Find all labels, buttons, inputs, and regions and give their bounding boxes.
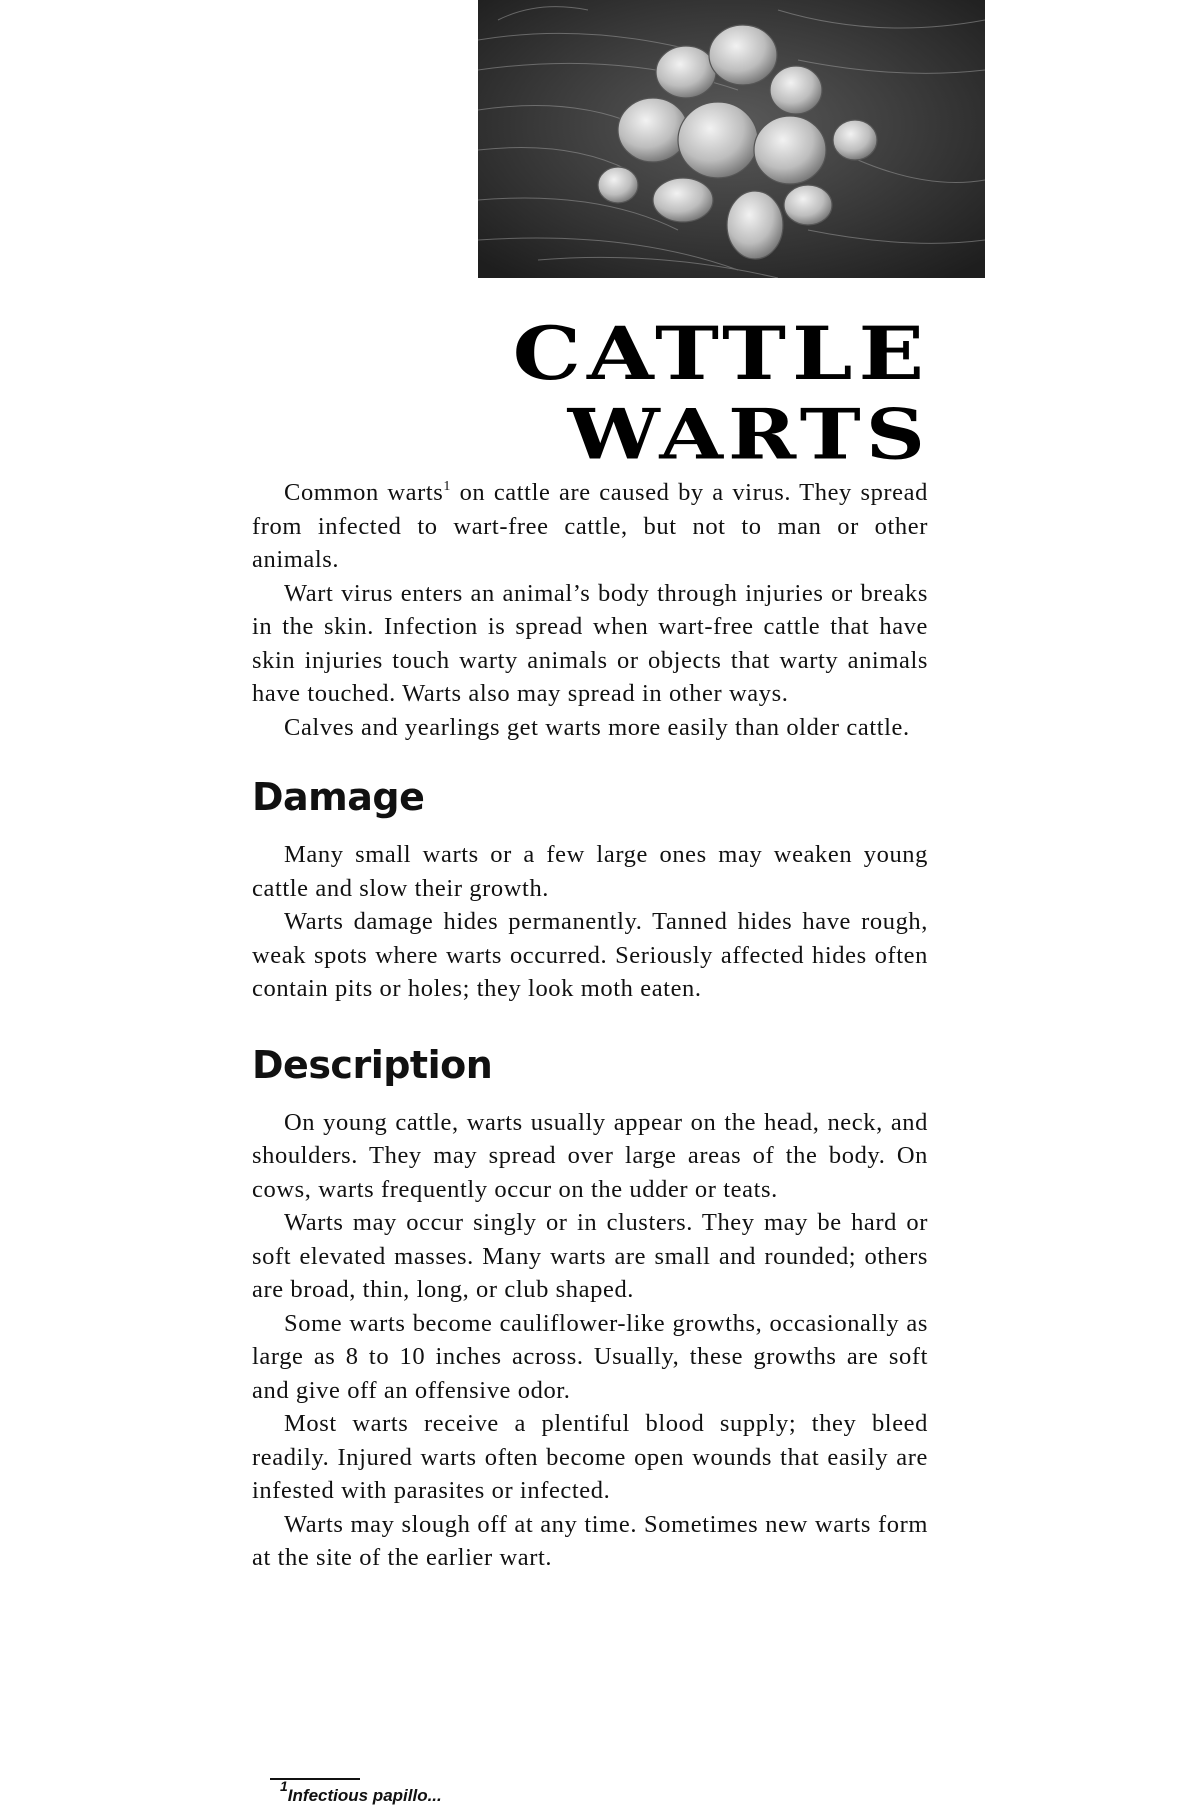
description-paragraph-1: On young cattle, warts usually appear on the head, neck, and shoulders. They may spread over large areas of the body. On cows, warts frequently occur on the udder or teats. <box>252 1108 928 1203</box>
article-body <box>252 476 928 1575</box>
intro-paragraph-1 <box>252 476 928 577</box>
damage-paragraph-2: Warts damage hides permanently. Tanned hides have rough, weak spots where warts occurred. Seriously affected hides often contain pits or holes; they look moth eaten. <box>252 908 928 1002</box>
intro-p1-start: Common warts <box>284 479 444 506</box>
footnote-text: Infectious papillo... <box>287 1786 442 1805</box>
intro-paragraph-2: Wart virus enters an animal’s body through injuries or breaks in the skin. Infection is spread when wart-free cattle that have skin injuries touch warty animals or objects that warty animals have touched. Warts also may spread in other ways. <box>252 579 928 707</box>
title-line-2: WARTS <box>567 394 930 476</box>
damage-heading: Damage <box>252 775 425 819</box>
footnote <box>280 1778 442 1806</box>
title-line-1: CATTLE <box>512 311 930 398</box>
description-paragraph-3: Some warts become cauliflower-like growths, occasionally as large as 8 to 10 inches across. Usually, these growths are soft and give off an offensive odor. <box>252 1309 928 1404</box>
description-heading: Description <box>252 1042 493 1087</box>
wart-cluster-photo <box>478 0 985 278</box>
footnote-reference: 1 <box>443 479 452 494</box>
description-paragraph-2: Warts may occur singly or in clusters. They may be hard or soft elevated masses. Many warts are small and rounded; others are broad, thin, long, or club shaped. <box>252 1209 928 1303</box>
description-paragraph-5: Warts may slough off at any time. Sometimes new warts form at the site of the earlier wart. <box>252 1510 928 1571</box>
footnote-marker: 1 <box>280 1778 288 1794</box>
description-paragraph-4: Most warts receive a plentiful blood supply; they bleed readily. Injured warts often become open wounds that easily are infested with parasites or infected. <box>252 1410 928 1504</box>
intro-p1-rest: on cattle are caused by a virus. They spread from infected to wart-free cattle, but not to man or other animals. <box>252 479 928 573</box>
wart-cluster-image <box>478 0 985 278</box>
intro-paragraph-3: Calves and yearlings get warts more easily than older cattle. <box>284 713 910 741</box>
damage-paragraph-1: Many small warts or a few large ones may weaken young cattle and slow their growth. <box>252 841 928 902</box>
